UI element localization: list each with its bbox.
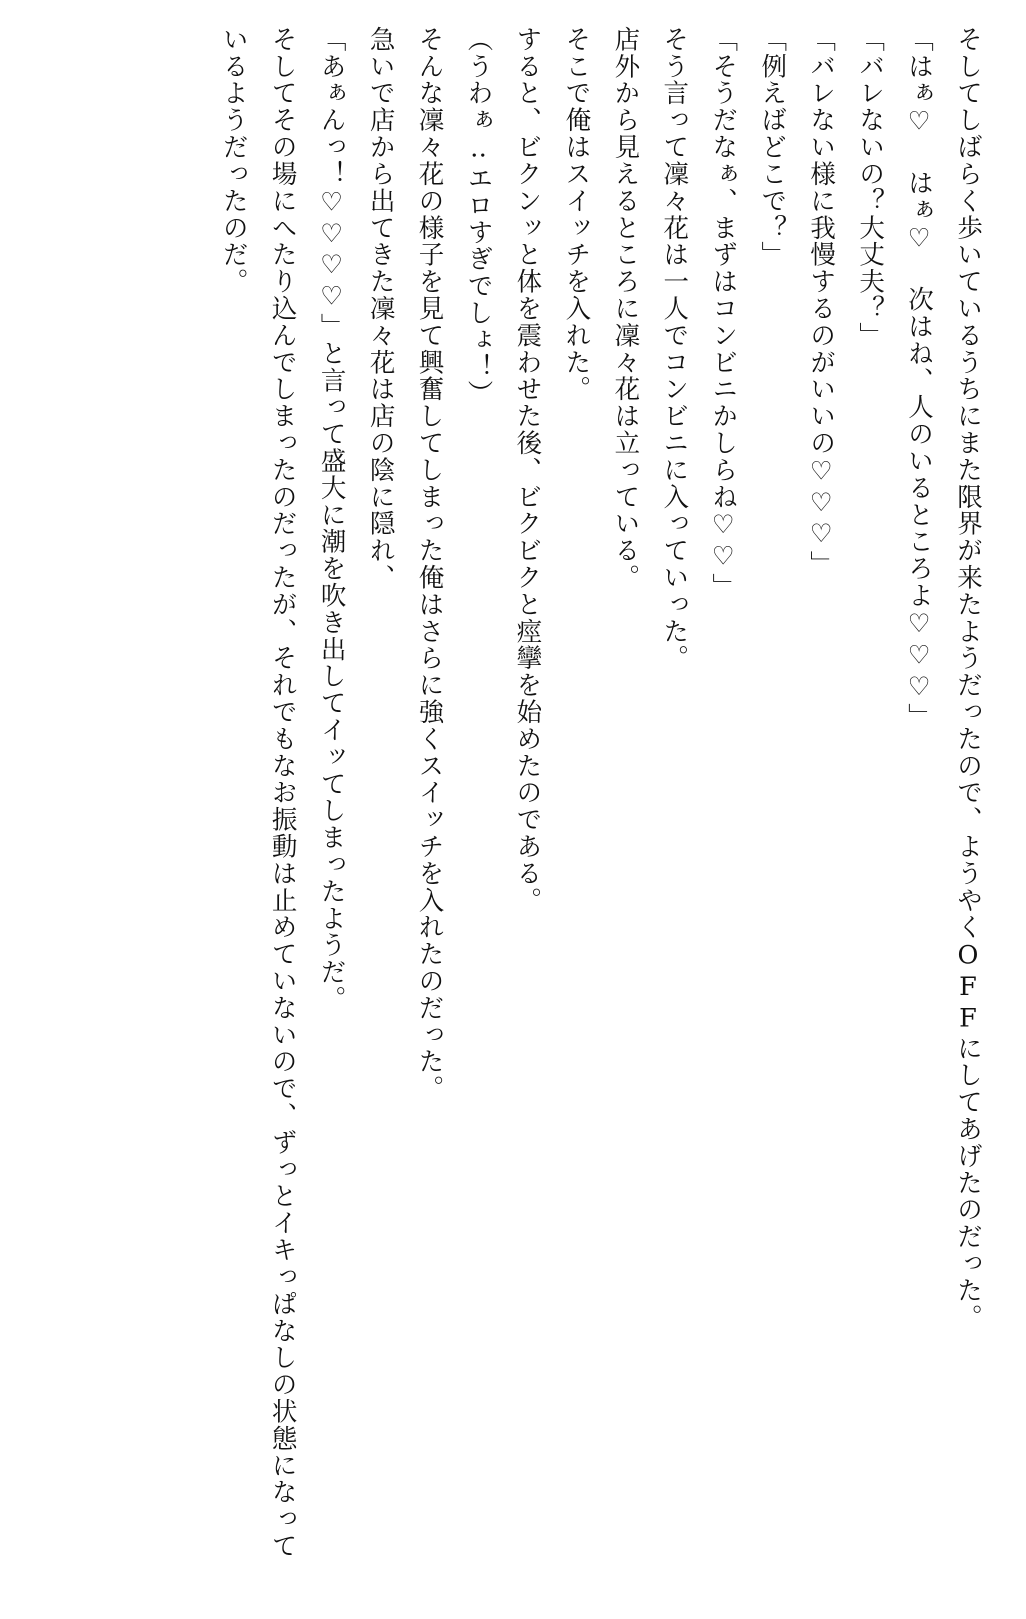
vertical-body-text xyxy=(34,26,992,1586)
paragraph: 店外から見えるところに凜々花は立っている。 xyxy=(610,26,641,591)
paragraph: すると、ビクンッと体を震わせた後、ビクビクと痙攣を始めたのである。 xyxy=(512,26,543,914)
paragraph: そしてその場にへたり込んでしまったのだったが、それでもなお振動は止めていないので、ずっとイキっぱなしの状態になっているようだったのだ。 xyxy=(218,26,298,1560)
paragraph: （うわぁ‥エロすぎでしょ！） xyxy=(463,26,494,408)
paragraph: 「あぁんっ！♡♡♡♡」と言って盛大に潮を吹き出してイッてしまったようだ。 xyxy=(316,26,347,1013)
paragraph: そんな凜々花の様子を見て興奮してしまった俺はさらに強くスイッチを入れたのだった。 xyxy=(414,26,445,1103)
paragraph: そこで俺はスイッチを入れた。 xyxy=(561,26,592,403)
paragraph: 「例えばどこで？」 xyxy=(757,26,788,269)
paragraph: 「バレない様に我慢するのがいいの♡♡♡」 xyxy=(806,26,837,578)
paragraph: そう言って凜々花は一人でコンビニに入っていった。 xyxy=(659,26,690,672)
paragraph: 「はぁ♡ はぁ♡ 次はね、人のいるところよ♡♡♡」 xyxy=(904,26,935,731)
paragraph: 急いで店から出てきた凜々花は店の陰に隠れ、 xyxy=(365,26,396,591)
paragraph: そしてしばらく歩いているうちにまた限界が来たようだったので、ようやくOFFにしてあげたのだった。 xyxy=(953,26,983,1331)
paragraph: 「バレないの？大丈夫？」 xyxy=(855,26,886,349)
paragraph: 「そうだなぁ、まずはコンビニかしらね♡♡」 xyxy=(708,26,739,600)
